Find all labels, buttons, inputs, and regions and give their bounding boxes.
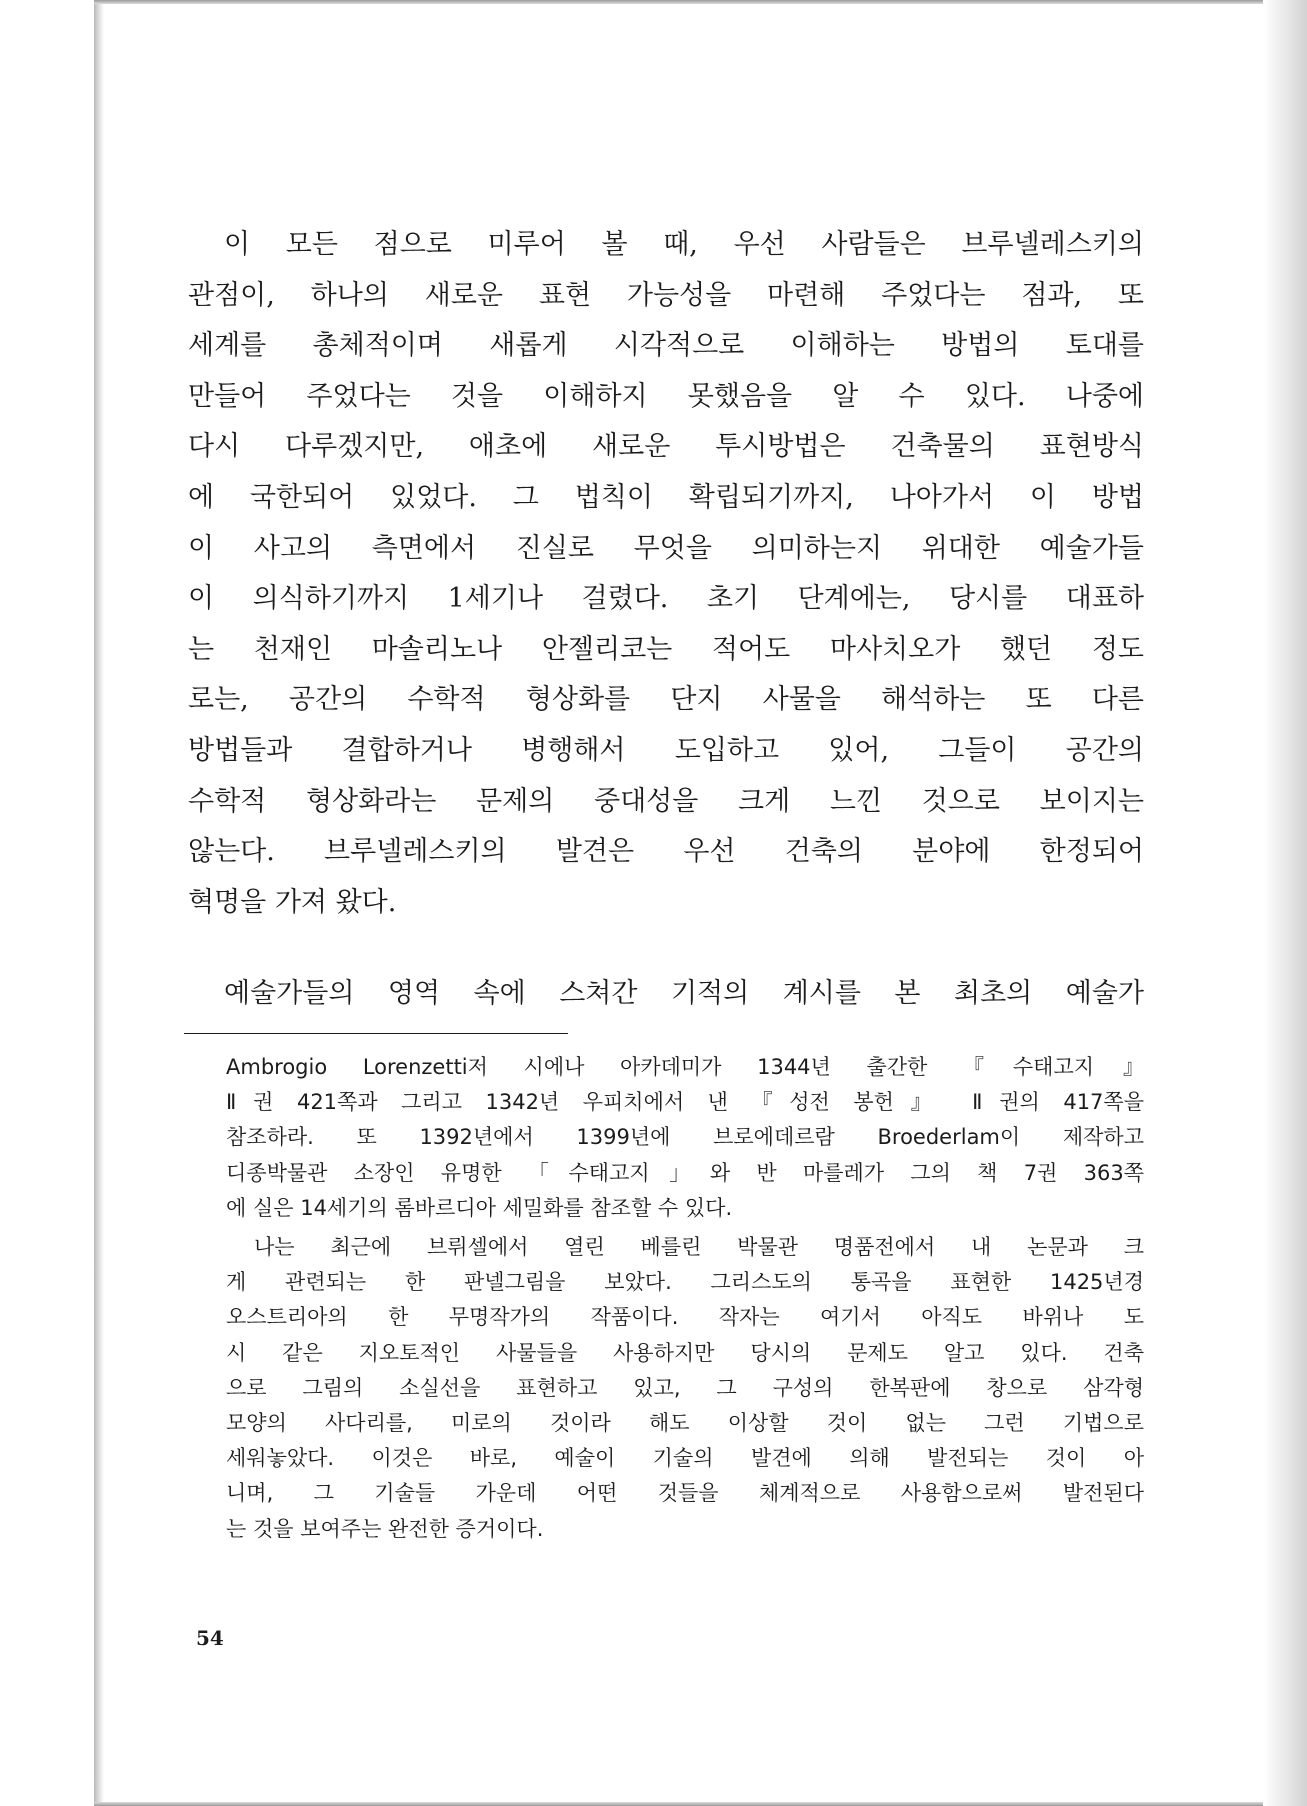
- footnote-line: 으로 그림의 소실선을 표현하고 있고, 그 구성의 한복판에 창으로 삼각형: [226, 1375, 1144, 1400]
- footnote-line: 디종박물관 소장인 유명한 「수태고지」와 반 마를레가 그의 책 7권 363쪽: [226, 1160, 1144, 1185]
- main-text-line: 않는다. 브루넬레스키의 발견은 우선 건축의 분야에 한정되어: [188, 836, 1144, 868]
- footnote-line: 나는 최근에 브뤼셀에서 열린 베를린 박물관 명품전에서 내 논문과 크: [254, 1235, 1144, 1260]
- footnote-line: 니며, 그 기술들 가운데 어떤 것들을 체계적으로 사용함으로써 발전된다: [226, 1481, 1144, 1506]
- footnote-separator: [184, 1033, 568, 1034]
- page-binding-shadow: [94, 4, 104, 1802]
- footnote-line: 모양의 사다리를, 미로의 것이라 해도 이상할 것이 없는 그런 기법으로: [226, 1411, 1144, 1436]
- main-text-line: 이 사고의 측면에서 진실로 무엇을 의미하는지 위대한 예술가들: [188, 532, 1144, 564]
- main-text-line: 방법들과 결합하거나 병행해서 도입하고 있어, 그들이 공간의: [188, 734, 1144, 766]
- main-text-line: 이 모든 점으로 미루어 볼 때, 우선 사람들은 브루넬레스키의: [224, 229, 1144, 260]
- footnote-line: 시 같은 지오토적인 사물들을 사용하지만 당시의 문제도 알고 있다. 건축: [226, 1340, 1144, 1365]
- main-text-line: 로는, 공간의 수학적 형상화를 단지 사물을 해석하는 또 다른: [188, 684, 1144, 716]
- main-text-line: 다시 다루겠지만, 애초에 새로운 투시방법은 건축물의 표현방식: [188, 431, 1144, 463]
- main-text-line: 는 천재인 마솔리노나 안젤리코는 적어도 마사치오가 했던 정도: [188, 633, 1144, 665]
- page-number: 54: [196, 1626, 224, 1650]
- footnote-line: 참조하라. 또 1392년에서 1399년에 브로에데르람 Broederlam이 제작하고: [226, 1125, 1144, 1150]
- footnote-line: 게 관련되는 한 판넬그림을 보았다. 그리스도의 통곡을 표현한 1425년경: [226, 1270, 1144, 1295]
- main-text-line: 관점이, 하나의 새로운 표현 가능성을 마련해 주었다는 점과, 또: [188, 279, 1144, 311]
- footnote-line: 세워놓았다. 이것은 바로, 예술이 기술의 발견에 의해 발전되는 것이 아: [226, 1446, 1144, 1471]
- footnotes: [226, 1050, 1144, 1547]
- main-text-line: 만들어 주었다는 것을 이해하지 못했음을 알 수 있다. 나중에: [188, 380, 1144, 412]
- page-right-shadow: [1263, 0, 1307, 1806]
- footnote-line: 는 것을 보여주는 완전한 증거이다.: [226, 1516, 544, 1541]
- main-text-line: 세계를 총체적이며 새롭게 시각적으로 이해하는 방법의 토대를: [188, 330, 1144, 362]
- second-paragraph-start: 예술가들의 영역 속에 스쳐간 기적의 계시를 본 최초의 예술가: [224, 978, 1144, 1009]
- main-text-line: 에 국한되어 있었다. 그 법칙이 확립되기까지, 나아가서 이 방법: [188, 481, 1144, 513]
- main-text-line: 혁명을 가져 왔다.: [188, 886, 397, 918]
- main-text-line: 수학적 형상화라는 문제의 중대성을 크게 느낀 것으로 보이지는: [188, 785, 1144, 817]
- footnote-line: 에 실은 14세기의 롬바르디아 세밀화를 참조할 수 있다.: [226, 1195, 733, 1220]
- main-text-line: 이 의식하기까지 1세기나 걸렸다. 초기 단계에는, 당시를 대표하: [188, 583, 1144, 615]
- footnote-line: 오스트리아의 한 무명작가의 작품이다. 작자는 여기서 아직도 바위나 도: [226, 1305, 1144, 1330]
- main-paragraph: [188, 220, 1144, 928]
- footnote-line: Ⅱ권 421쪽과 그리고 1342년 우피치에서 낸 『성전 봉헌』 Ⅱ권의 417쪽을: [226, 1090, 1144, 1115]
- footnote-line: Ambrogio Lorenzetti저 시에나 아카데미가 1344년 출간한 『수태고지』: [226, 1055, 1144, 1079]
- page-edge-bottom: [94, 1802, 1307, 1806]
